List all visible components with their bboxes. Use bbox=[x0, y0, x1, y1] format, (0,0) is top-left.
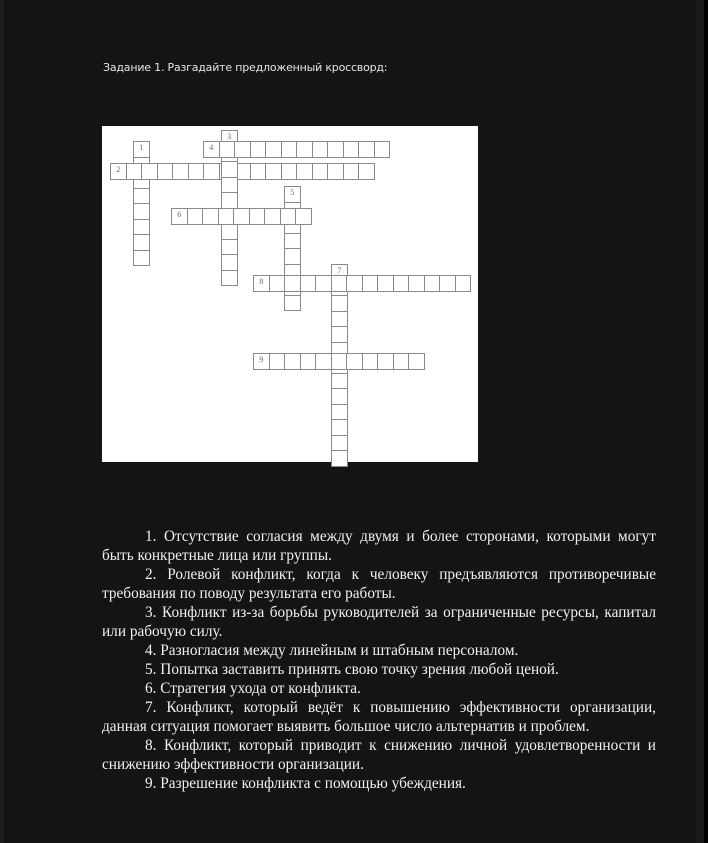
crossword-cell[interactable] bbox=[377, 353, 394, 370]
crossword-cell[interactable] bbox=[221, 223, 238, 240]
crossword-start-cell-6[interactable]: 6 bbox=[171, 208, 188, 225]
crossword-start-cell-1[interactable]: 1 bbox=[133, 141, 150, 158]
crossword-cell[interactable] bbox=[234, 141, 251, 158]
crossword-cell[interactable] bbox=[331, 388, 348, 405]
crossword-start-cell-3[interactable]: 3 bbox=[221, 130, 238, 147]
clues-list bbox=[102, 527, 656, 793]
crossword-cell[interactable] bbox=[250, 163, 267, 180]
crossword-cell[interactable] bbox=[315, 353, 332, 370]
crossword-cell[interactable] bbox=[393, 353, 410, 370]
clue-8: 8. Конфликт, который приводит к снижению личной удовлетворенности и снижению эффективности организации. bbox=[102, 737, 656, 773]
crossword-cell[interactable] bbox=[331, 404, 348, 421]
crossword-cell[interactable] bbox=[455, 275, 472, 292]
crossword-cell[interactable] bbox=[424, 275, 441, 292]
crossword-cell[interactable] bbox=[408, 353, 425, 370]
crossword-cell[interactable] bbox=[265, 141, 282, 158]
clue-3: 3. Конфликт из-за борьбы руководителей за ограниченные ресурсы, капитал или рабочую силу. bbox=[102, 604, 656, 640]
crossword-cell[interactable] bbox=[202, 208, 219, 225]
crossword-cell[interactable] bbox=[281, 141, 298, 158]
crossword-cell[interactable] bbox=[331, 435, 348, 452]
crossword-cell[interactable] bbox=[221, 161, 238, 178]
crossword-cell[interactable] bbox=[377, 275, 394, 292]
crossword-cell[interactable] bbox=[284, 275, 301, 292]
crossword-cell[interactable] bbox=[296, 163, 313, 180]
crossword-cell[interactable] bbox=[284, 295, 301, 312]
crossword-cell[interactable] bbox=[362, 275, 379, 292]
crossword-cell[interactable] bbox=[346, 353, 363, 370]
clue-5: 5. Попытка заставить принять свою точку зрения любой ценой. bbox=[145, 661, 559, 678]
crossword-cell[interactable] bbox=[439, 275, 456, 292]
crossword-cell[interactable] bbox=[300, 275, 317, 292]
crossword-cell[interactable] bbox=[249, 208, 266, 225]
crossword-start-cell-4[interactable]: 4 bbox=[203, 141, 220, 158]
crossword-cell[interactable] bbox=[312, 163, 329, 180]
scrollbar-track[interactable] bbox=[704, 0, 708, 843]
crossword-cell[interactable] bbox=[203, 163, 220, 180]
crossword-cell[interactable] bbox=[374, 141, 391, 158]
crossword-cell[interactable] bbox=[280, 208, 297, 225]
crossword-cell[interactable] bbox=[269, 353, 286, 370]
crossword-cell[interactable] bbox=[295, 208, 312, 225]
clue-4: 4. Разногласия между линейным и штабным персоналом. bbox=[145, 642, 519, 659]
crossword-cell[interactable] bbox=[393, 275, 410, 292]
crossword-cell[interactable] bbox=[157, 163, 174, 180]
crossword-cell[interactable] bbox=[358, 141, 375, 158]
crossword-cell[interactable] bbox=[300, 353, 317, 370]
crossword-cell[interactable] bbox=[250, 141, 267, 158]
crossword-cell[interactable] bbox=[331, 450, 348, 467]
crossword-cell[interactable] bbox=[133, 219, 150, 236]
crossword-cell[interactable] bbox=[346, 275, 363, 292]
crossword-start-cell-5[interactable]: 5 bbox=[284, 186, 301, 203]
crossword-cell[interactable] bbox=[141, 163, 158, 180]
crossword-cell[interactable] bbox=[188, 163, 205, 180]
page-right-edge bbox=[696, 0, 704, 843]
crossword-start-cell-8[interactable]: 8 bbox=[253, 275, 270, 292]
crossword-cell[interactable] bbox=[343, 163, 360, 180]
crossword-cell[interactable] bbox=[331, 419, 348, 436]
crossword-cell[interactable] bbox=[358, 163, 375, 180]
crossword-cell[interactable] bbox=[315, 275, 332, 292]
crossword-cell[interactable] bbox=[133, 188, 150, 205]
page-left-edge bbox=[0, 0, 4, 843]
crossword-cell[interactable] bbox=[221, 192, 238, 209]
crossword-cell[interactable] bbox=[221, 239, 238, 256]
task-title: Задание 1. Разгадайте предложенный кроссворд: bbox=[103, 61, 388, 74]
crossword-grid bbox=[102, 126, 478, 462]
clue-9: 9. Разрешение конфликта с помощью убеждения. bbox=[145, 775, 466, 792]
crossword-cell[interactable] bbox=[133, 234, 150, 251]
crossword-start-cell-2[interactable]: 2 bbox=[110, 163, 127, 180]
crossword-cell[interactable] bbox=[331, 373, 348, 390]
crossword-cell[interactable] bbox=[264, 208, 281, 225]
clue-7: 7. Конфликт, который ведёт к повышению эффективности организации, данная ситуация помогает выявить большое число альтернатив и проблем. bbox=[102, 699, 656, 735]
crossword-cell[interactable] bbox=[218, 208, 235, 225]
crossword-cell[interactable] bbox=[221, 270, 238, 287]
crossword-cell[interactable] bbox=[343, 141, 360, 158]
crossword-cell[interactable] bbox=[281, 163, 298, 180]
clue-1: 1. Отсутствие согласия между двумя и более сторонами, которыми могут быть конкретные лица или группы. bbox=[102, 528, 656, 564]
crossword-cell[interactable] bbox=[133, 203, 150, 220]
crossword-cell[interactable] bbox=[233, 208, 250, 225]
crossword-cell[interactable] bbox=[172, 163, 189, 180]
crossword-cell[interactable] bbox=[331, 275, 348, 292]
crossword-cell[interactable] bbox=[327, 141, 344, 158]
crossword-cell[interactable] bbox=[265, 163, 282, 180]
crossword-cell[interactable] bbox=[362, 353, 379, 370]
crossword-cell[interactable] bbox=[126, 163, 143, 180]
crossword-cell[interactable] bbox=[312, 141, 329, 158]
crossword-cell[interactable] bbox=[331, 353, 348, 370]
crossword-start-cell-9[interactable]: 9 bbox=[253, 353, 270, 370]
crossword-cell[interactable] bbox=[331, 326, 348, 343]
clue-6: 6. Стратегия ухода от конфликта. bbox=[145, 680, 361, 697]
crossword-cell[interactable] bbox=[331, 311, 348, 328]
crossword-cell[interactable] bbox=[133, 250, 150, 267]
crossword-start-cell-7[interactable]: 7 bbox=[331, 264, 348, 281]
crossword-cell[interactable] bbox=[296, 141, 313, 158]
crossword-cell[interactable] bbox=[327, 163, 344, 180]
crossword-cell[interactable] bbox=[284, 353, 301, 370]
crossword-cell[interactable] bbox=[284, 248, 301, 265]
crossword-cell[interactable] bbox=[187, 208, 204, 225]
crossword-cell[interactable] bbox=[331, 295, 348, 312]
crossword-cell[interactable] bbox=[219, 141, 236, 158]
crossword-cell[interactable] bbox=[221, 254, 238, 271]
crossword-cell[interactable] bbox=[269, 275, 286, 292]
crossword-cell[interactable] bbox=[221, 177, 238, 194]
crossword-cell[interactable] bbox=[284, 233, 301, 250]
crossword-cell[interactable] bbox=[408, 275, 425, 292]
clue-2: 2. Ролевой конфликт, когда к человеку предъявляются противоречивые требования по поводу результата его работы. bbox=[102, 566, 656, 602]
